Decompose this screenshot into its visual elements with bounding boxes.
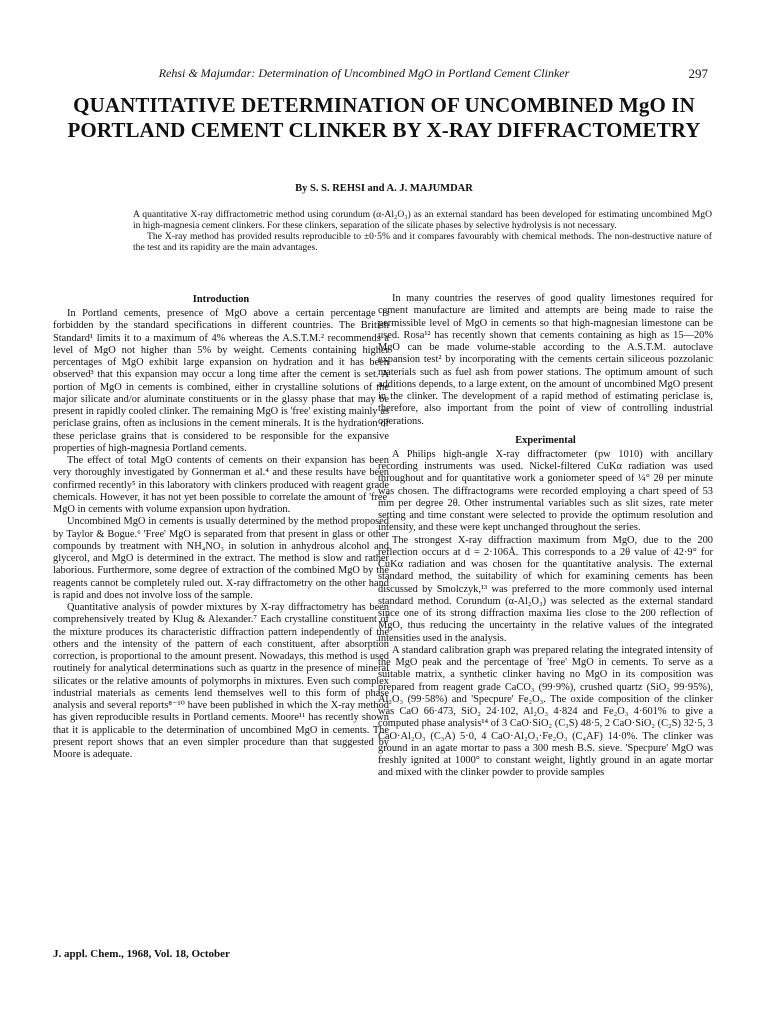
body-paragraph: Uncombined MgO in cements is usually determined by the method proposed by Taylor & Bogue.⁶ 'Free' MgO is separated from that present in glass or other compounds by treatment with NH₄NO₃ in solution in anhydrous alcohol and glycerol, and MgO is determined in the extract. The method is slow and rather laborious. Furthermore, some degree of extraction of the combined MgO by the reagents cannot be completely ruled out. X-ray diffractometry on the other hand is rapid and does not involve loss of the sample. (53, 516, 389, 601)
abstract-paragraph: The X-ray method has provided results reproducible to ±0·5% and it compares favourably with chemical methods. The non-destructive nature of the test and its rapidity are the main advantages. (133, 230, 712, 253)
abstract-paragraph: A quantitative X-ray diffractometric method using corundum (α-Al₂O₃) as an external standard has been developed for estimating uncombined MgO in high-magnesia cement clinkers. For these clinkers, separation of the silicate phases by selective hydrolysis is not necessary. (133, 209, 712, 231)
body-paragraph: Quantitative analysis of powder mixtures by X-ray diffractometry has been comprehensively treated by Klug & Alexander.⁷ Each crystalline constituent of the mixture produces its characteristic diffraction pattern independently of the others and the intensity of the pattern of each constituent, after absorption correction, is proportional to the amount present. Nowadays, this method is used routinely for analytical determinations such as quartz in the presence of mineral silicates or the relative amounts of polymorphs in mixtures. Even such complex industrial materials as cements lend themselves well to this form of phase analysis and several reports⁸⁻¹⁰ have been published in which the X-ray method has given reproducible results in Portland cements. Moore¹¹ has recently shown that it is applicable to the determination of uncombined MgO in cements. The present report shows that an even simpler procedure than that suggested by Moore is adequate. (53, 602, 389, 760)
section-heading-introduction: Introduction (192, 294, 250, 305)
body-paragraph: In Portland cements, presence of MgO above a certain percentage is forbidden by the standard specifications in different countries. The British Standard¹ limits it to a maximum of 4% whereas the A.S.T.M.² recommends a level of MgO not higher than 5% by weight. Cements containing higher percentages of MgO exhibit large expansion on hydration and it has been observed³ that this expansion may occur a long time after the cement is set. A portion of MgO in cements is combined, either in crystalline solutions of the major silicate and/or aluminate constituents or in the glassy phase that may be present in rapidly cooled clinker. The remaining MgO is 'free' existing mainly as periclase grains, often as inclusions in the cement minerals. It is the hydration of these periclase grains that is considered to be responsible for the expansive properties of high-magnesia Portland cements. (53, 308, 389, 454)
body-paragraph: A Philips high-angle X-ray diffractometer (pw 1010) with ancillary recording instruments was used. Nickel-filtered CuKα radiation was used throughout and for quantitative work a goniometer speed of ¼° 2θ per minute was chosen. The diffractograms were recorded employing a chart speed of 53 mm per degree 2θ. Other instrumental variables such as slit sizes, rate meter setting and time constant were selected to provide the optimum resolution and intensity, and these were kept unchanged throughout the series. (378, 448, 713, 534)
article-title: QUANTITATIVE DETERMINATION OF UNCOMBINED MgO IN PORTLAND CEMENT CLINKER BY X-RAY DIFFRACTOMETRY (67, 93, 701, 142)
author-line: By S. S. REHSI and A. J. MAJUMDAR (295, 183, 473, 194)
page-number: 297 (688, 66, 708, 81)
body-paragraph: The strongest X-ray diffraction maximum from MgO, due to the 200 reflection occurs at d = 2·106Å. This corresponds to a 2θ value of 42·9° for CuKα radiation and was chosen for the quantitative analysis. The external standard method, the suitability of which for examining cements has been discussed by Smolczyk,¹³ was preferred to the more commonly used internal standard method. Corundum (α-Al₂O₃) was selected as the external standard since one of its strong diffraction maxima lies close to the 200 reflection of MgO, thus reducing the uncertainty in the relative values of the integrated intensities used in the analysis. (378, 534, 713, 644)
right-column (378, 293, 713, 780)
running-title: Rehsi & Majumdar: Determination of Uncombined MgO in Portland Cement Clinker (158, 66, 570, 80)
running-header (60, 66, 708, 82)
left-column (53, 293, 389, 761)
journal-citation: J. appl. Chem., 1968, Vol. 18, October (53, 948, 230, 960)
body-paragraph: In many countries the reserves of good quality limestones required for cement manufacture are limited and attempts are being made to raise the permissible level of MgO in cements so that high-magnesian limestone can be used. Rosa¹² has recently shown that cements containing as high as 15—20% MgO can be made volume-stable according to the A.S.T.M. autoclave expansion test² by incorporating with the cements certain siliceous pozzolanic materials such as fuel ash from power stations. The optimum amount of such additions depends, to a large extent, on the amount of uncombined MgO present in the clinker. The development of a rapid method of estimating periclase is, therefore, also important from the point of view of controlling industrial operations. (378, 293, 713, 427)
section-heading-experimental: Experimental (515, 434, 576, 446)
body-paragraph: A standard calibration graph was prepared relating the integrated intensity of the MgO peak and the percentage of 'free' MgO in cements. To serve as a suitable matrix, a synthetic clinker having no MgO in its composition was prepared from reagent grade CaCO₃ (99·9%), crushed quartz (SiO₂ 99·95%), Al₂O₃ (99·58%) and 'Specpure' Fe₂O₃. The oxide composition of the clinker was CaO 66·473, SiO₂ 24·102, Al₂O₃ 4·824 and Fe₂O₃ 4·601% to give a computed phase analysis¹⁴ of 3 CaO·SiO₂ (C₃S) 48·5, 2 CaO·SiO₂ (C₂S) 32·5, 3 CaO·Al₂O₃ (C₃A) 5·0, 4 CaO·Al₂O₃·Fe₂O₃ (C₄AF) 14·0%. The clinker was ground in an agate mortar to pass a 300 mesh B.S. sieve. 'Specpure' MgO was freshly ignited at 1000° to constant weight, lightly ground in an agate mortar and mixed with the clinker powder to provide samples (378, 644, 713, 779)
body-paragraph: The effect of total MgO contents of cements on their expansion has been very thoroughly investigated by Gonnerman et al.⁴ and these results have been confirmed recently⁵ in this laboratory with clinkers produced with reagent grade chemicals. However, it has not yet been possible to correlate the amount of 'free' MgO in cements with volume expansion upon hydration. (53, 455, 389, 515)
abstract (133, 210, 712, 254)
